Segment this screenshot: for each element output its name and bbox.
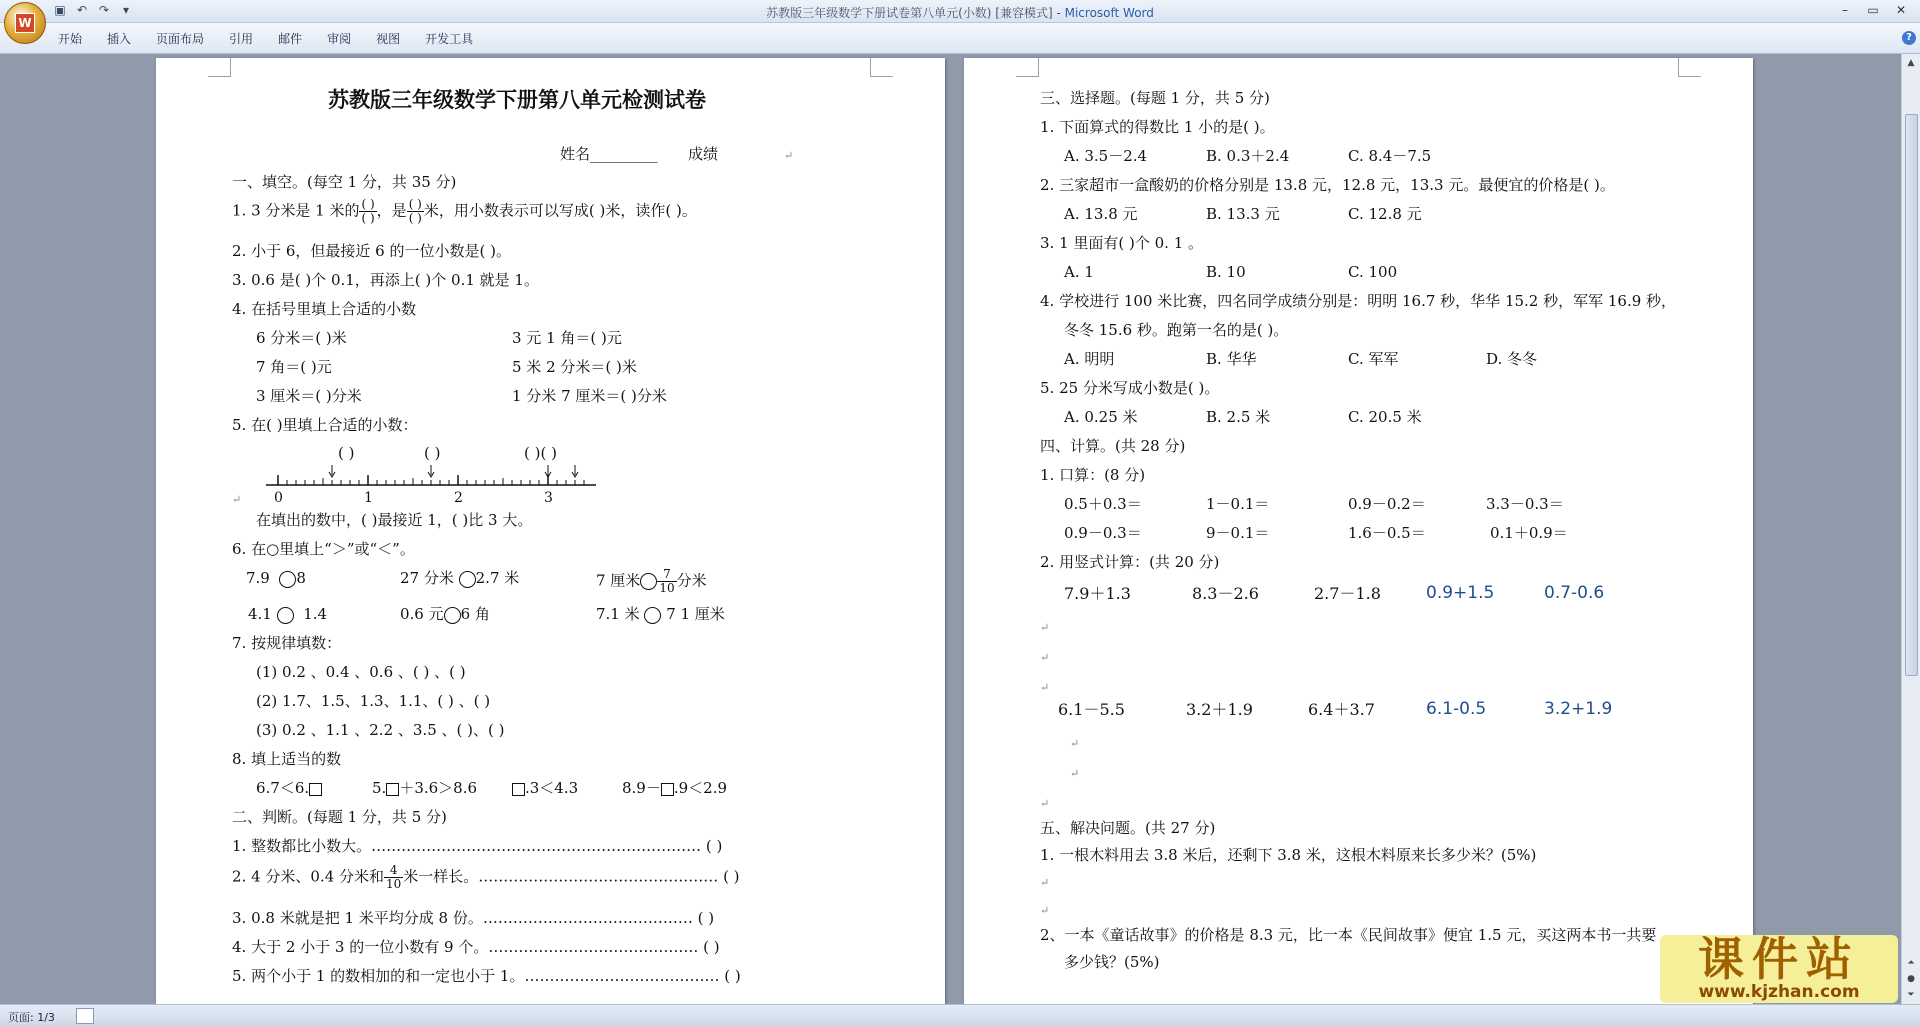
oral-calc-item: 9－0.1＝	[1206, 524, 1270, 542]
vertical-calc-item: 0.7-0.6	[1544, 583, 1605, 603]
compare-item	[400, 604, 490, 624]
crop-mark	[1016, 58, 1039, 77]
tab-view[interactable]: 视图	[376, 32, 401, 46]
scrollbar-thumb[interactable]	[1905, 114, 1918, 676]
fraction-numerator: 4	[384, 864, 403, 878]
section-4-heading: 四、计算。(共 28 分)	[1040, 437, 1186, 455]
fraction	[359, 198, 376, 225]
customize-toolbar-icon[interactable]: ▾	[122, 3, 130, 17]
fill-item	[622, 778, 727, 798]
tab-developer[interactable]: 开发工具	[425, 32, 474, 46]
tick-label: 0	[274, 490, 283, 506]
judge-text: 米一样长。………………………………………… ( )	[403, 867, 740, 886]
word-problem: 2、一本《童话故事》的价格是 8.3 元，比一本《民间故事》便宜 1.5 元，买这两本书一共要	[1040, 926, 1657, 944]
oral-calc-item: 3.3－0.3＝	[1486, 495, 1564, 513]
score-label: 成绩	[688, 145, 719, 163]
compare-circle	[644, 607, 661, 624]
choice-option: D. 冬冬	[1486, 350, 1538, 368]
compare-left: 7.1 米	[596, 605, 640, 623]
paragraph-mark: ↵	[1040, 651, 1050, 664]
fill-box	[386, 783, 399, 796]
compare-right: 分米	[676, 571, 707, 590]
window-controls	[1832, 1, 1914, 19]
fraction-denominator: ( )	[361, 211, 375, 225]
question-4-item: 3 厘米＝( )分米	[256, 387, 362, 405]
choice-option: A. 13.8 元	[1064, 205, 1138, 223]
paragraph-mark: ↵	[1070, 737, 1080, 750]
office-logo-icon: W	[15, 13, 35, 33]
app-name: Microsoft Word	[1064, 6, 1154, 20]
tab-review[interactable]: 审阅	[327, 32, 352, 46]
question-4-item: 5 米 2 分米＝( )米	[512, 358, 637, 376]
browse-object-icon[interactable]: ●	[1907, 974, 1915, 984]
choice-option: C. 20.5 米	[1348, 408, 1422, 426]
choice-option: B. 华华	[1206, 350, 1257, 368]
fill-text: 8.9－	[622, 779, 661, 797]
vertical-calc-item: 6.1-0.5	[1426, 699, 1487, 719]
compare-right: 7 1 厘米	[666, 605, 725, 623]
tab-home[interactable]: 开始	[58, 32, 83, 46]
redo-icon[interactable]: ↷	[98, 3, 110, 17]
oral-calc-item: 0.9－0.2＝	[1348, 495, 1426, 513]
vertical-scrollbar[interactable]	[1901, 54, 1920, 1004]
judge-item: 5. 两个小于 1 的数相加的和一定也小于 1。………………………………… ( )	[232, 967, 741, 985]
number-line-bracket: ( )( )	[524, 444, 557, 462]
compare-right: 2.7 米	[475, 569, 520, 587]
word-problem-cont: 多少钱？(5%)	[1064, 953, 1160, 971]
crop-mark	[870, 58, 893, 77]
choice-option: B. 13.3 元	[1206, 205, 1280, 223]
question-3: 3. 0.6 是( )个 0.1，再添上( )个 0.1 就是 1。	[232, 271, 539, 289]
word-problem: 1. 一根木料用去 3.8 米后，还剩下 3.8 米，这根木料原来长多少米？(5%)	[1040, 846, 1537, 864]
tab-page-layout[interactable]: 页面布局	[156, 32, 205, 46]
question-1-text-c: 米，用小数表示可以写成( )米，读作( )。	[423, 201, 697, 220]
compare-right: 8	[296, 569, 306, 587]
question-4-item: 7 角＝( )元	[256, 358, 332, 376]
fraction-numerator: ( )	[408, 197, 422, 211]
fraction-denominator: 10	[386, 877, 402, 891]
compare-item	[596, 604, 725, 624]
fill-text: .9＜2.9	[673, 779, 728, 797]
sequence-item: (3) 0.2 、1.1 、2.2 、3.5 、( )、( )	[256, 721, 505, 739]
fraction	[384, 864, 403, 891]
question-5: 5. 在( )里填上合适的小数：	[232, 416, 418, 434]
choice-question-cont: 冬冬 15.6 秒。跑第一名的是( )。	[1064, 321, 1289, 339]
page-indicator[interactable]: 页面: 1/3	[8, 1011, 55, 1024]
compare-right: 6 角	[460, 605, 490, 623]
oral-calc-item: 1－0.1＝	[1206, 495, 1270, 513]
paragraph-mark: ↵	[1040, 797, 1050, 810]
fill-item	[512, 778, 578, 798]
fill-item	[256, 778, 322, 798]
sequence-item: (1) 0.2 、0.4 、0.6 、( ) 、( )	[256, 663, 466, 681]
compare-left: 7 厘米	[596, 571, 641, 590]
undo-icon[interactable]: ↶	[76, 3, 88, 17]
close-icon[interactable]: ✕	[1895, 3, 1907, 17]
question-5-b: 在填出的数中，( )最接近 1，( )比 3 大。	[256, 511, 533, 529]
question-8: 8. 填上适当的数	[232, 750, 342, 768]
compare-right: 1.4	[303, 605, 328, 623]
status-bar	[0, 1004, 1920, 1026]
compare-circle	[279, 571, 296, 588]
watermark-brand: 课件站	[1698, 932, 1860, 986]
office-button[interactable]	[4, 2, 46, 44]
document-area[interactable]	[0, 54, 1902, 1004]
question-1-text-a: 1. 3 分米是 1 米的	[232, 201, 360, 220]
choice-option: B. 10	[1206, 263, 1246, 281]
vertical-calc-item: 6.1－5.5	[1058, 700, 1125, 719]
vertical-calc-item: 3.2+1.9	[1544, 699, 1613, 719]
judge-item	[232, 864, 740, 891]
tick-label: 3	[544, 490, 553, 506]
oral-calc-heading: 1. 口算：(8 分)	[1040, 466, 1146, 484]
previous-page-icon[interactable]: ⏶	[1907, 958, 1915, 968]
paragraph-mark: ↵	[784, 149, 794, 162]
fill-box	[512, 783, 525, 796]
vertical-calc-heading: 2. 用竖式计算：(共 20 分)	[1040, 553, 1220, 571]
ribbon-tabs	[58, 30, 498, 47]
choice-option: A. 明明	[1064, 350, 1115, 368]
choice-option: C. 军军	[1348, 350, 1399, 368]
choice-option: A. 0.25 米	[1064, 408, 1138, 426]
number-line	[266, 463, 766, 503]
watermark-url: www.kjzhan.com	[1698, 982, 1860, 1002]
proofing-icon[interactable]	[76, 1008, 94, 1024]
judge-item: 1. 整数都比小数大。………………………………………………………… ( )	[232, 837, 723, 855]
fraction	[657, 568, 676, 595]
site-watermark	[1660, 932, 1898, 1003]
window-title	[0, 4, 1920, 21]
number-line-bracket: ( )	[424, 444, 441, 462]
fraction-denominator: 10	[659, 581, 675, 595]
choice-option: C. 100	[1348, 263, 1398, 281]
section-1-heading: 一、填空。(每空 1 分，共 35 分)	[232, 173, 457, 191]
oral-calc-item: 0.5＋0.3＝	[1064, 495, 1142, 513]
compare-left: 7.9	[246, 569, 270, 587]
choice-option: C. 8.4－7.5	[1348, 147, 1432, 165]
compare-left: 0.6 元	[400, 605, 444, 623]
compare-circle	[444, 607, 461, 624]
page-1	[156, 58, 945, 1004]
compare-left: 4.1	[248, 605, 272, 623]
name-field: 姓名_________	[560, 145, 658, 163]
section-2-heading: 二、判断。(每题 1 分，共 5 分)	[232, 808, 447, 826]
judge-text: 2. 4 分米、0.4 分米和	[232, 867, 385, 886]
save-icon[interactable]: ▣	[54, 3, 66, 17]
choice-option: C. 12.8 元	[1348, 205, 1422, 223]
minimize-icon[interactable]: –	[1842, 3, 1848, 17]
vertical-calc-item: 0.9+1.5	[1426, 583, 1495, 603]
choice-option: A. 3.5－2.4	[1064, 147, 1148, 165]
judge-item: 4. 大于 2 小于 3 的一位小数有 9 个。…………………………………… ( )	[232, 938, 720, 956]
vertical-calc-item: 2.7－1.8	[1314, 584, 1381, 603]
fill-box	[309, 783, 322, 796]
choice-question: 5. 25 分米写成小数是( )。	[1040, 379, 1220, 397]
vertical-calc-item: 7.9＋1.3	[1064, 584, 1131, 603]
question-4-item: 6 分米＝( )米	[256, 329, 347, 347]
help-icon[interactable]: ?	[1902, 31, 1916, 45]
choice-option: B. 0.3＋2.4	[1206, 147, 1290, 165]
fill-item	[372, 778, 477, 798]
question-7: 7. 按规律填数：	[232, 634, 342, 652]
compare-circle	[640, 573, 657, 590]
tab-mailings[interactable]: 邮件	[278, 32, 303, 46]
compare-circle	[277, 607, 294, 624]
sequence-item: (2) 1.7、1.5、1.3、1.1、( ) 、( )	[256, 692, 491, 710]
title-bar	[0, 0, 1920, 23]
question-2: 2. 小于 6，但最接近 6 的一位小数是( )。	[232, 242, 511, 260]
paragraph-mark: ↵	[1070, 767, 1080, 780]
choice-question: 4. 学校进行 100 米比赛，四名同学成绩分别是：明明 16.7 秒，华华 15.2 秒，军军 16.9 秒，	[1040, 292, 1677, 310]
choice-question: 1. 下面算式的得数比 1 小的是( )。	[1040, 118, 1275, 136]
scroll-up-icon[interactable]: ▲	[1907, 58, 1915, 68]
section-5-heading: 五、解决问题。(共 27 分)	[1040, 819, 1216, 837]
paragraph-mark: ↵	[1040, 681, 1050, 694]
oral-calc-item: 0.9－0.3＝	[1064, 524, 1142, 542]
document-title: 苏教版三年级数学下册试卷第八单元(小数) [兼容模式] -	[766, 6, 1065, 20]
question-4-item: 1 分米 7 厘米＝( )分米	[512, 387, 667, 405]
oral-calc-item: 0.1＋0.9＝	[1490, 524, 1568, 542]
choice-question: 3. 1 里面有( )个 0. 1 。	[1040, 234, 1204, 252]
crop-mark	[208, 58, 231, 77]
compare-item	[596, 568, 707, 595]
question-1-text-b: ，是	[376, 201, 407, 220]
oral-calc-item: 1.6－0.5＝	[1348, 524, 1426, 542]
choice-question: 2. 三家超市一盒酸奶的价格分别是 13.8 元，12.8 元，13.3 元。最便宜的价格是( )。	[1040, 176, 1615, 194]
next-page-icon[interactable]: ⏷	[1907, 990, 1915, 1000]
paragraph-mark: ↵	[1040, 621, 1050, 634]
compare-item	[248, 604, 327, 624]
compare-item	[246, 568, 306, 588]
fraction	[407, 198, 424, 225]
crop-mark	[1678, 58, 1701, 77]
vertical-calc-item: 3.2＋1.9	[1186, 700, 1253, 719]
fill-text: 6.7＜6.	[256, 779, 310, 797]
question-1	[232, 198, 697, 225]
choice-option: B. 2.5 米	[1206, 408, 1271, 426]
choice-option: A. 1	[1064, 263, 1094, 281]
paragraph-mark: ↵	[232, 493, 242, 506]
vertical-calc-item: 8.3－2.6	[1192, 584, 1259, 603]
tick-label: 1	[364, 490, 373, 506]
judge-item: 3. 0.8 米就是把 1 米平均分成 8 份。…………………………………… ( )	[232, 909, 715, 927]
fraction-numerator: ( )	[361, 197, 375, 211]
fill-text: 5.	[372, 779, 387, 797]
tab-references[interactable]: 引用	[229, 32, 254, 46]
ribbon	[0, 23, 1920, 54]
section-3-heading: 三、选择题。(每题 1 分，共 5 分)	[1040, 89, 1270, 107]
fill-box	[661, 783, 674, 796]
maximize-icon[interactable]: ▭	[1867, 3, 1879, 17]
question-6: 6. 在○里填上“＞”或“＜”。	[232, 540, 415, 558]
number-line-bracket: ( )	[338, 444, 355, 462]
vertical-calc-item: 6.4＋3.7	[1308, 700, 1375, 719]
question-4-item: 3 元 1 角＝( )元	[512, 329, 622, 347]
fill-text: .3＜4.3	[525, 779, 579, 797]
tick-label: 2	[454, 490, 463, 506]
fill-text: ＋3.6＞8.6	[399, 779, 478, 797]
tab-insert[interactable]: 插入	[107, 32, 132, 46]
page-2	[964, 58, 1753, 1004]
exam-title: 苏教版三年级数学下册第八单元检测试卷	[328, 87, 706, 112]
fraction-denominator: ( )	[408, 211, 422, 225]
compare-item	[400, 568, 519, 588]
paragraph-mark: ↵	[1040, 904, 1050, 917]
fraction-numerator: 7	[657, 568, 676, 582]
question-4: 4. 在括号里填上合适的小数	[232, 300, 417, 318]
paragraph-mark: ↵	[1040, 876, 1050, 889]
compare-left: 27 分米	[400, 569, 454, 587]
compare-circle	[459, 571, 476, 588]
